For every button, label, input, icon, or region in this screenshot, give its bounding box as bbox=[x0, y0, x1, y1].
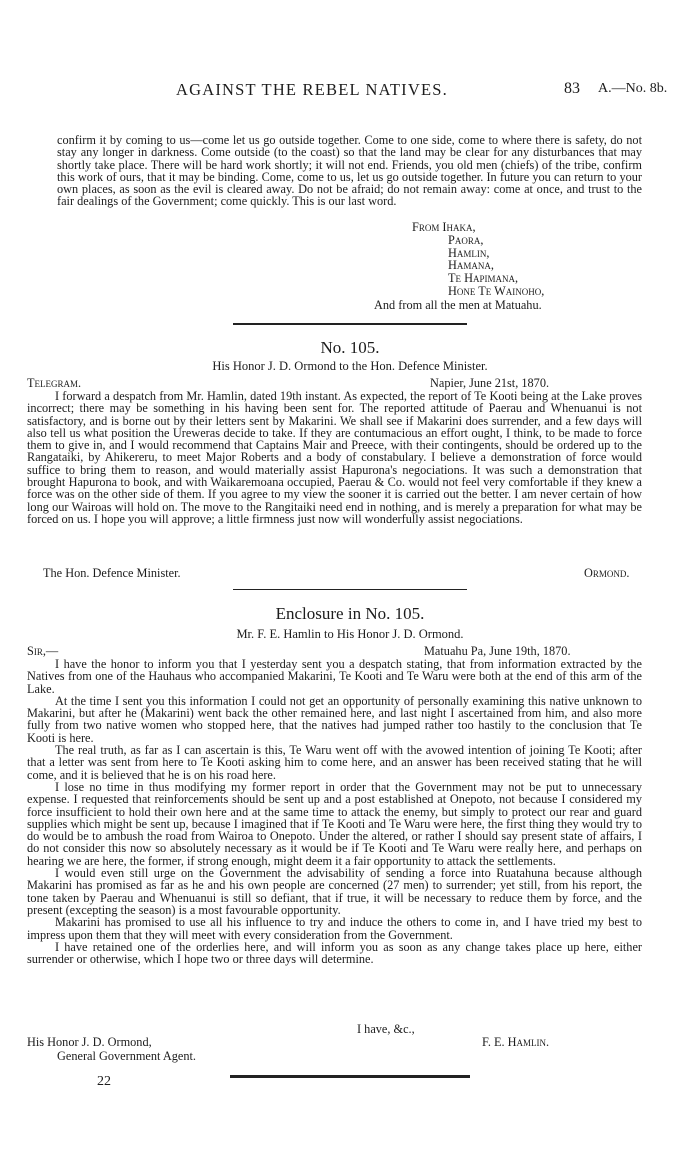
opening-letter bbox=[57, 134, 642, 208]
signature: F. E. Hamlin. bbox=[482, 1035, 550, 1049]
body-paragraph: Makarini has promised to use all his influence to try and induce the others to come in, and I have tried my best to impress upon them that they will meet with every consideration from the Government. bbox=[27, 915, 642, 942]
body-paragraph: I have the honor to inform you that I yesterday sent you a despatch stating, that from information extracted by the Natives from one of the Hauhaus who accompanied Makarini, Te Kooti and Te Waru were both at the end of this arm of the Lake. bbox=[27, 657, 642, 696]
signature: Ormond. bbox=[584, 566, 630, 580]
signatory: Hone Te Wainoho, bbox=[448, 283, 545, 298]
section-divider bbox=[233, 589, 467, 590]
end-rule bbox=[230, 1075, 470, 1078]
body-paragraph: The real truth, as far as I can ascertain is this, Te Waru went off with the avowed intention of joining Te Kooti; after that a letter was sent from here to Te Kooti asking him to come here, and an answer has been received stating that he will come, and it is believed that he is on his road here. bbox=[27, 743, 642, 782]
section-divider bbox=[233, 323, 467, 325]
closing-formula: I have, &c., bbox=[357, 1022, 415, 1036]
letter-signatories bbox=[412, 221, 544, 298]
dateline: Napier, June 21st, 1870. bbox=[430, 376, 550, 390]
section-byline: His Honor J. D. Ormond to the Hon. Defence Minister. bbox=[212, 359, 488, 373]
opening-paragraph: confirm it by coming to us—come let us go outside together. Come to one side, come to where there is safety, do not stay any longer in darkness. Come outside (to the coast) so that the land may be clear for any disturbances that may shortly take place. There will be hard work shortly; it will not end. Friends, you old men (chiefs) of the tribe, confirm this work of ours, that it may be binding. Come, come to us, let us go outside together. In future you can return to your own places, as soon as the evil is cleared away. Do not be afraid; do not remain away: come at once, and trust to the fair dealings of the Government; come quickly. This is our last word. bbox=[57, 133, 642, 209]
addressee: The Hon. Defence Minister. bbox=[43, 566, 181, 580]
page-title: AGAINST THE REBEL NATIVES. bbox=[176, 80, 448, 99]
addressee-title: General Government Agent. bbox=[57, 1049, 196, 1063]
paper-reference: A.—No. 8b. bbox=[598, 81, 668, 96]
section-heading: No. 105. bbox=[320, 338, 380, 357]
running-header bbox=[0, 80, 700, 102]
page-number: 83 bbox=[564, 80, 580, 97]
closing-line: And from all the men at Matuahu. bbox=[374, 298, 542, 312]
telegram-paragraph: I forward a despatch from Mr. Hamlin, dated 19th instant. As expected, the report of Te Kooti being at the Lake proves incorrect; there may be something in his having been sent for. The reported attitude of Paerau and Whenuanui is not satisfactory, and is borne out by their letters sent by Makarini. We shall see if Makarini does surrender, and a few days will also tell us what position the Ureweras decide to take. If they are contumacious an effort ought, I think, to be made to force them to give in, and I would recommend that Captains Mair and Preece, with their contingents, should be ordered up to the Rangataiki, by Ahikereru, to meet Major Roberts and a body of constabulary. I believe a demonstration of force would suffice to bring them to reason, and would materially assist Hapurona's negociations. It was such a demonstration that brought Hapurona to book, and with Waikaremoana occupied, Paerau & Co. would not feel very comfortable if they knew a force was on the other side of them. If you agree to my view the sooner it is carried out the better. I am never certain of how long our Wairoas will hold on. The move to the Rangitaiki need end in nothing, and is merely a preparation for what may be forced on us. I hope you will approve; a little firmness just now will wonderfully assist negociations. bbox=[27, 389, 642, 526]
body-paragraph: At the time I sent you this information I could not get an opportunity of personally examining this native unknown to Makarini, but after he (Makarini) went back the other remained here, and last night I ascertained from him, and also more fully from two native women who stopped here, that the natives had jumped rather too hastily to the conclusion that Te Kooti is here. bbox=[27, 693, 642, 745]
body-paragraph: I have retained one of the orderlies here, and will inform you as soon as any change takes place up here, either surrender or otherwise, which I hope two or three days will determine. bbox=[27, 939, 642, 967]
body-paragraph: I lose no time in thus modifying my former report in order that the Government may not be put to unnecessary expense. I requested that reinforcements should be sent up and a post established at Onepoto, not because I considered my force insufficient to hold their own here and at the same time to attack the enemy, but simply to protect our rear and guard supplies which might be sent up, because I imagined that if Te Kooti and Te Waru were here, the first thing they would try to do would be to ambush the road from Wairoa to Onepoto. Under the altered, or rather I should say present state of affairs, I do not consider this now so absolutely necessary as it would be if Te Kooti and Te Waru were really here, and perhaps on hearing we are here, the former, if strong enough, might deem it a fair opportunity to attack the settlements. bbox=[27, 779, 642, 868]
from-label: From Ihaka, bbox=[412, 220, 476, 234]
addressee-name: His Honor J. D. Ormond, bbox=[27, 1035, 152, 1049]
body-paragraph: I would even still urge on the Government the advisability of sending a force into Ruatahuna because although Makarini has promised as far as he and his own people are concerned (27 men) to surrender; yet still, from his report, the tone taken by Paerau and Whenuanui is still so defiant, that if true, it will be necessary to reduce them by force, and the present (excepting the season) is a most favourable opportunity. bbox=[27, 866, 642, 917]
enclosure-byline: Mr. F. E. Hamlin to His Honor J. D. Ormond. bbox=[236, 627, 464, 641]
sheet-number: 22 bbox=[97, 1074, 111, 1089]
signatory: Hamlin, bbox=[448, 245, 490, 260]
telegram-body bbox=[27, 390, 642, 525]
signatory: Paora, bbox=[448, 232, 484, 247]
salutation: Sir,— bbox=[27, 644, 59, 658]
dateline: Matuahu Pa, June 19th, 1870. bbox=[424, 644, 571, 658]
signatory: Te Hapimana, bbox=[448, 271, 519, 286]
enclosure-heading: Enclosure in No. 105. bbox=[275, 604, 425, 623]
message-type: Telegram. bbox=[27, 376, 82, 390]
enclosure-body bbox=[27, 658, 642, 965]
signatory: Hamana, bbox=[448, 258, 494, 273]
